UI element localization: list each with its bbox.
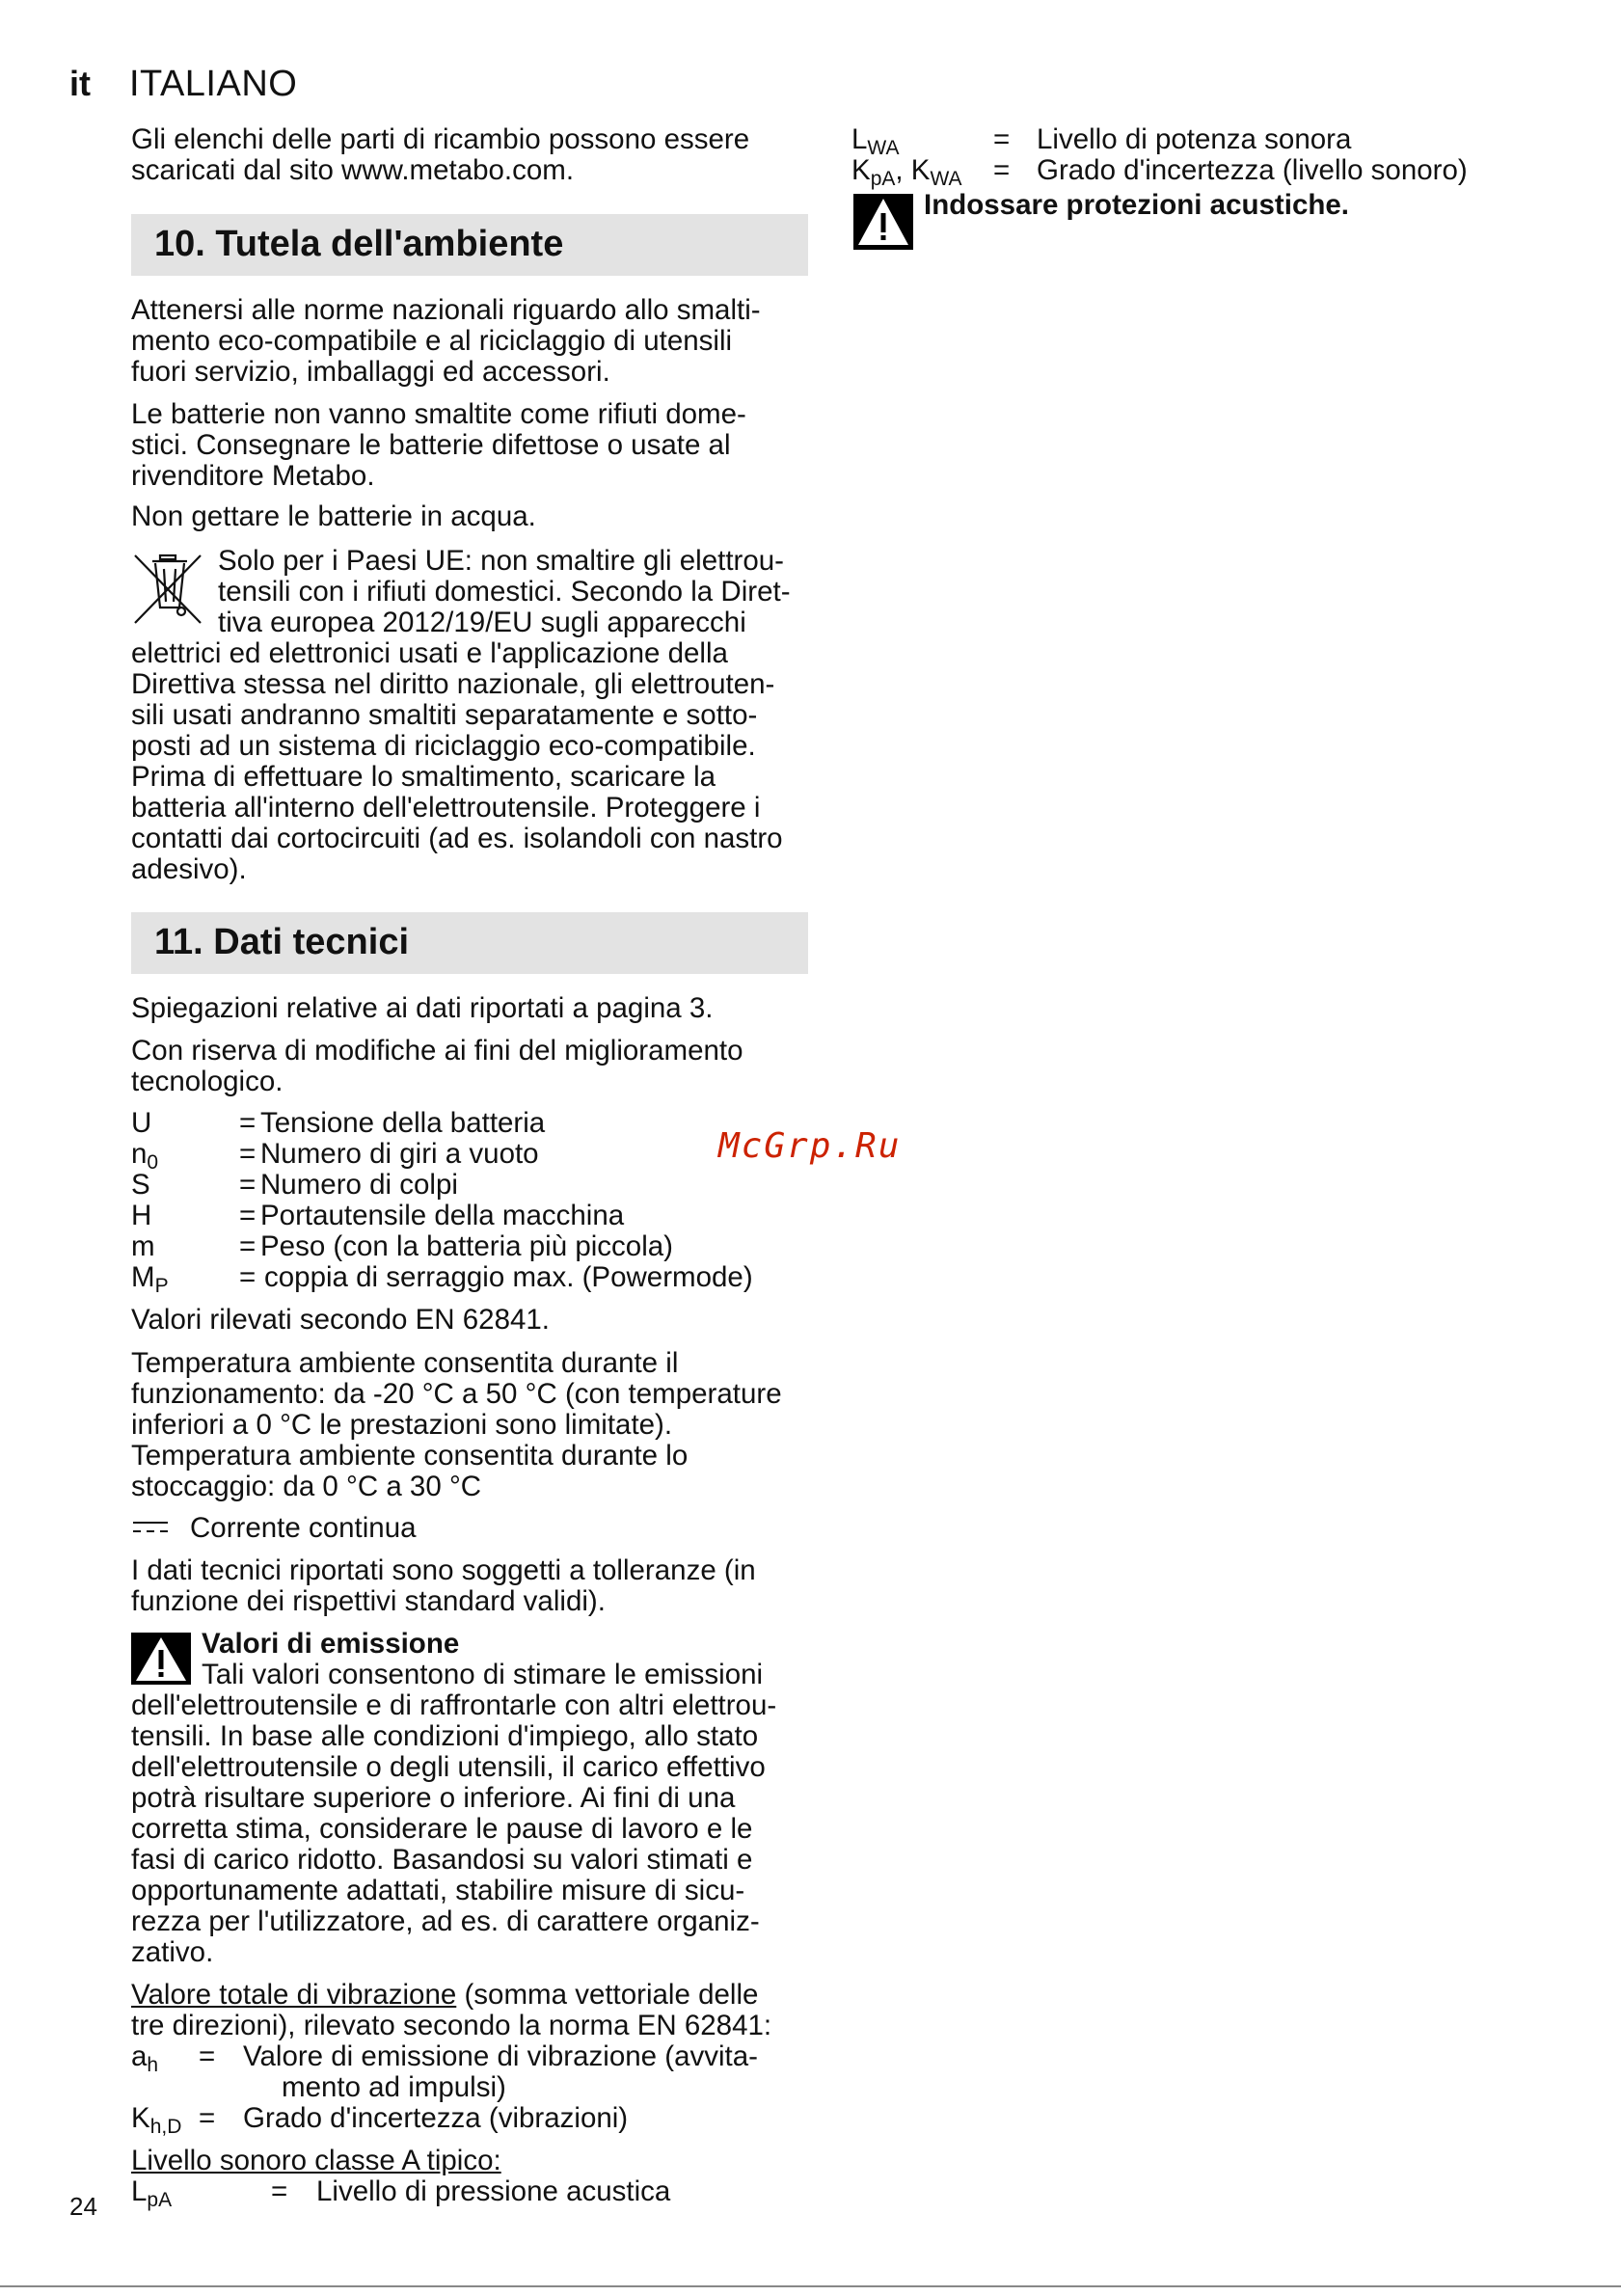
- temperature-paragraph: [131, 1348, 782, 1502]
- text-line: sili usati andranno smaltiti separatamente e sotto-: [131, 699, 758, 731]
- definition-symbol: $n_0$: [131, 1138, 159, 1174]
- page-number: 24: [69, 2192, 97, 2221]
- vibration-def-symbol: $K_{h,D}$: [131, 2102, 182, 2138]
- text-line: batteria all'interno dell'elettroutensile. Proteggere i: [131, 792, 761, 824]
- definition-text: Numero di giri a vuoto: [260, 1138, 539, 1170]
- sound-level-label: Livello sonoro classe A tipico:: [131, 2145, 501, 2176]
- language-name: ITALIANO: [129, 64, 298, 104]
- text-line: tiva europea 2012/19/EU sugli apparecchi: [218, 607, 746, 638]
- language-code: it: [69, 64, 91, 103]
- text-line: contatti dai cortocircuiti (ad es. isolandoli con nastro: [131, 823, 783, 854]
- dc-label: Corrente continua: [190, 1512, 417, 1544]
- section-10-p2: [131, 399, 746, 492]
- text-line: rivenditore Metabo.: [131, 460, 375, 492]
- definition-symbol: U: [131, 1107, 152, 1139]
- vibration-line-2: tre direzioni), rilevato secondo la norma EN 62841:: [131, 2010, 772, 2041]
- definition-symbol: m: [131, 1230, 155, 1262]
- text-line: Attenersi alle norme nazionali riguardo allo smalti-: [131, 294, 761, 326]
- text-line: adesivo).: [131, 853, 247, 885]
- warning-triangle-icon: [853, 194, 913, 250]
- section-10-heading-bar: [131, 214, 808, 276]
- text-line: corretta stima, considerare le pause di lavoro e le: [131, 1813, 753, 1845]
- definition-equals: =: [239, 1200, 257, 1231]
- text-line: funzionamento: da -20 °C a 50 °C (con temperature: [131, 1378, 782, 1410]
- right-sound-def-text: Grado d'incertezza (livello sonoro): [1037, 154, 1468, 186]
- definition-equals: =: [239, 1107, 257, 1139]
- vibration-def-equals: =: [199, 2040, 216, 2072]
- text-line: dell'elettroutensile e di raffrontarle con altri elettrou-: [131, 1689, 777, 1721]
- text-line: funzione dei rispettivi standard validi).: [131, 1585, 606, 1617]
- right-sound-def-equals: =: [993, 123, 1011, 155]
- definition-text: coppia di serraggio max. (Powermode): [264, 1261, 753, 1293]
- values-note: Valori rilevati secondo EN 62841.: [131, 1304, 551, 1336]
- text-line: Temperatura ambiente consentita durante lo: [131, 1440, 689, 1472]
- tolerance-paragraph: [131, 1555, 756, 1617]
- section-11-heading-bar: [131, 912, 808, 974]
- text-line: posti ad un sistema di riciclaggio eco-compatibile.: [131, 730, 756, 762]
- text-line: Valore di emissione di vibrazione (avvita-: [243, 2040, 758, 2072]
- vibration-def-equals: =: [199, 2102, 216, 2134]
- text-line: zativo.: [131, 1936, 214, 1968]
- warning-triangle-icon: [131, 1633, 191, 1685]
- text-line: fuori servizio, imballaggi ed accessori.: [131, 356, 610, 388]
- definition-symbol: H: [131, 1200, 152, 1231]
- vibration-label: Valore totale di vibrazione: [131, 1979, 457, 2011]
- text-line: mento eco-compatibile e al riciclaggio di utensili: [131, 325, 733, 357]
- weee-notice-rest: [131, 638, 783, 885]
- sound-def-equals: =: [271, 2175, 288, 2207]
- emission-paragraph: [131, 1690, 776, 1968]
- text-line: elettrici ed elettronici usati e l'applicazione della: [131, 637, 728, 669]
- text-line: Direttiva stessa nel diritto nazionale, gli elettrouten-: [131, 668, 775, 700]
- right-sound-def-symbol: $K_{pA}$, $K_{WA}$: [851, 154, 962, 190]
- text-line: tensili. In base alle condizioni d'impiego, allo stato: [131, 1720, 759, 1752]
- crossed-bin-icon: [131, 552, 206, 629]
- text-line: opportunamente adattati, stabilire misure di sicu-: [131, 1875, 745, 1906]
- text-line: Prima di effettuare lo smaltimento, scaricare la: [131, 761, 716, 793]
- text-line: stici. Consegnare le batterie difettose o usate al: [131, 429, 731, 461]
- emission-title: Valori di emissione: [202, 1628, 460, 1660]
- right-sound-def-symbol: $L_{WA}$: [851, 123, 900, 159]
- definition-text: Portautensile della macchina: [260, 1200, 625, 1231]
- section-11-title: 11. Dati tecnici: [154, 922, 410, 962]
- text-line: Temperatura ambiente consentita durante il: [131, 1347, 679, 1379]
- text-line: fasi di carico ridotto. Basandosi su valori stimati e: [131, 1844, 753, 1876]
- sound-def-text: Livello di pressione acustica: [316, 2175, 671, 2207]
- text-line: Con riserva di modifiche ai fini del miglioramento: [131, 1035, 743, 1067]
- definition-equals: =: [239, 1138, 257, 1170]
- definition-symbol: S: [131, 1169, 150, 1201]
- text-line: Solo per i Paesi UE: non smaltire gli elettrou-: [218, 545, 784, 577]
- intro-paragraph: Gli elenchi delle parti di ricambio possono essere scaricati dal sito www.metabo.com.: [131, 123, 750, 186]
- text-line: dell'elettroutensile o degli utensili, il carico effettivo: [131, 1751, 766, 1783]
- vibration-line-1: [131, 1980, 758, 2011]
- ear-protection-notice: Indossare protezioni acustiche.: [924, 189, 1349, 221]
- section-11-p2: [131, 1036, 743, 1097]
- vibration-def-text: Grado d'incertezza (vibrazioni): [243, 2102, 629, 2134]
- definition-equals: =: [239, 1169, 257, 1201]
- section-10-title: 10. Tutela dell'ambiente: [154, 224, 564, 264]
- text-line: stoccaggio: da 0 °C a 30 °C: [131, 1471, 482, 1502]
- vibration-def-symbol: $a_h$: [131, 2040, 159, 2076]
- vibration-def-text: [243, 2041, 758, 2103]
- definition-text: Tensione della batteria: [260, 1107, 546, 1139]
- warning-icon-box: [853, 194, 913, 250]
- section-10-p1: [131, 295, 761, 388]
- text-line: I dati tecnici riportati sono soggetti a tolleranze (in: [131, 1554, 756, 1586]
- text-line: tensili con i rifiuti domestici. Secondo la Diret-: [218, 576, 791, 608]
- definition-text: Numero di colpi: [260, 1169, 458, 1201]
- text-line: rezza per l'utilizzatore, ad es. di carattere organiz-: [131, 1905, 760, 1937]
- text-line: mento ad impulsi): [282, 2071, 506, 2103]
- text-line: tecnologico.: [131, 1066, 284, 1097]
- definition-symbol: $M_P$: [131, 1261, 169, 1297]
- section-10-p3: Non gettare le batterie in acqua.: [131, 500, 536, 532]
- page-bottom-rule: [0, 2285, 1621, 2287]
- direct-current-icon: [133, 1520, 170, 1535]
- watermark: McGrp.Ru: [718, 1126, 902, 1166]
- sound-def-symbol: $L_{pA}$: [131, 2175, 173, 2211]
- weee-notice-indented: [218, 546, 791, 638]
- emission-first-line: Tali valori consentono di stimare le emissioni: [202, 1659, 764, 1690]
- text-line: inferiori a 0 °C le prestazioni sono limitate).: [131, 1409, 673, 1441]
- text-line: Le batterie non vanno smaltite come rifiuti dome-: [131, 398, 746, 430]
- definition-equals: =: [239, 1261, 257, 1293]
- vibration-text: (somma vettoriale delle: [456, 1979, 759, 2011]
- definition-text: Peso (con la batteria più piccola): [260, 1230, 673, 1262]
- definition-equals: =: [239, 1230, 257, 1262]
- right-sound-def-text: Livello di potenza sonora: [1037, 123, 1352, 155]
- warning-icon-box: [131, 1633, 191, 1685]
- section-11-p1: Spiegazioni relative ai dati riportati a pagina 3.: [131, 992, 714, 1024]
- text-line: potrà risultare superiore o inferiore. Ai fini di una: [131, 1782, 736, 1814]
- right-sound-def-equals: =: [993, 154, 1011, 186]
